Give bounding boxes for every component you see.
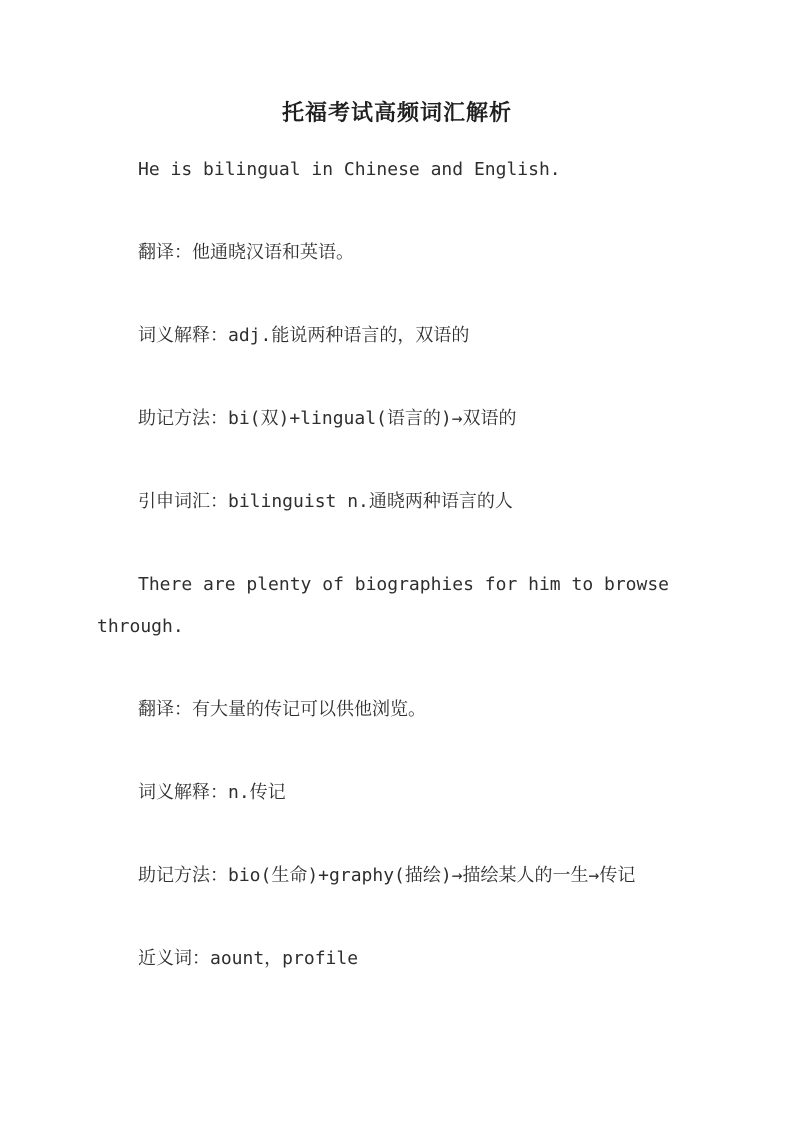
paragraph-example-sentence-bilingual: He is bilingual in Chinese and English. xyxy=(138,159,561,180)
document-title: 托福考试高频词汇解析 xyxy=(281,100,512,126)
paragraph-translation-biography: 翻译：有大量的传记可以供他浏览。 xyxy=(138,699,426,720)
paragraph-mnemonic-bilingual: 助记方法：bi(双)+lingual(语言的)→双语的 xyxy=(138,408,517,429)
paragraph-mnemonic-biography: 助记方法：bio(生命)+graphy(描绘)→描绘某人的一生→传记 xyxy=(138,865,636,886)
paragraph-example-sentence-biography: There are plenty of biographies for him to browse through. xyxy=(97,574,670,637)
paragraph-definition-bilingual: 词义解释：adj.能说两种语言的，双语的 xyxy=(138,325,470,346)
paragraph-translation-bilingual: 翻译：他通晓汉语和英语。 xyxy=(138,242,354,263)
paragraph-definition-biography: 词义解释：n.传记 xyxy=(138,782,286,803)
paragraph-synonyms-biography: 近义词：aount，profile xyxy=(138,948,359,969)
paragraph-derived-word-bilingual: 引申词汇：bilinguist n.通晓两种语言的人 xyxy=(138,491,513,512)
